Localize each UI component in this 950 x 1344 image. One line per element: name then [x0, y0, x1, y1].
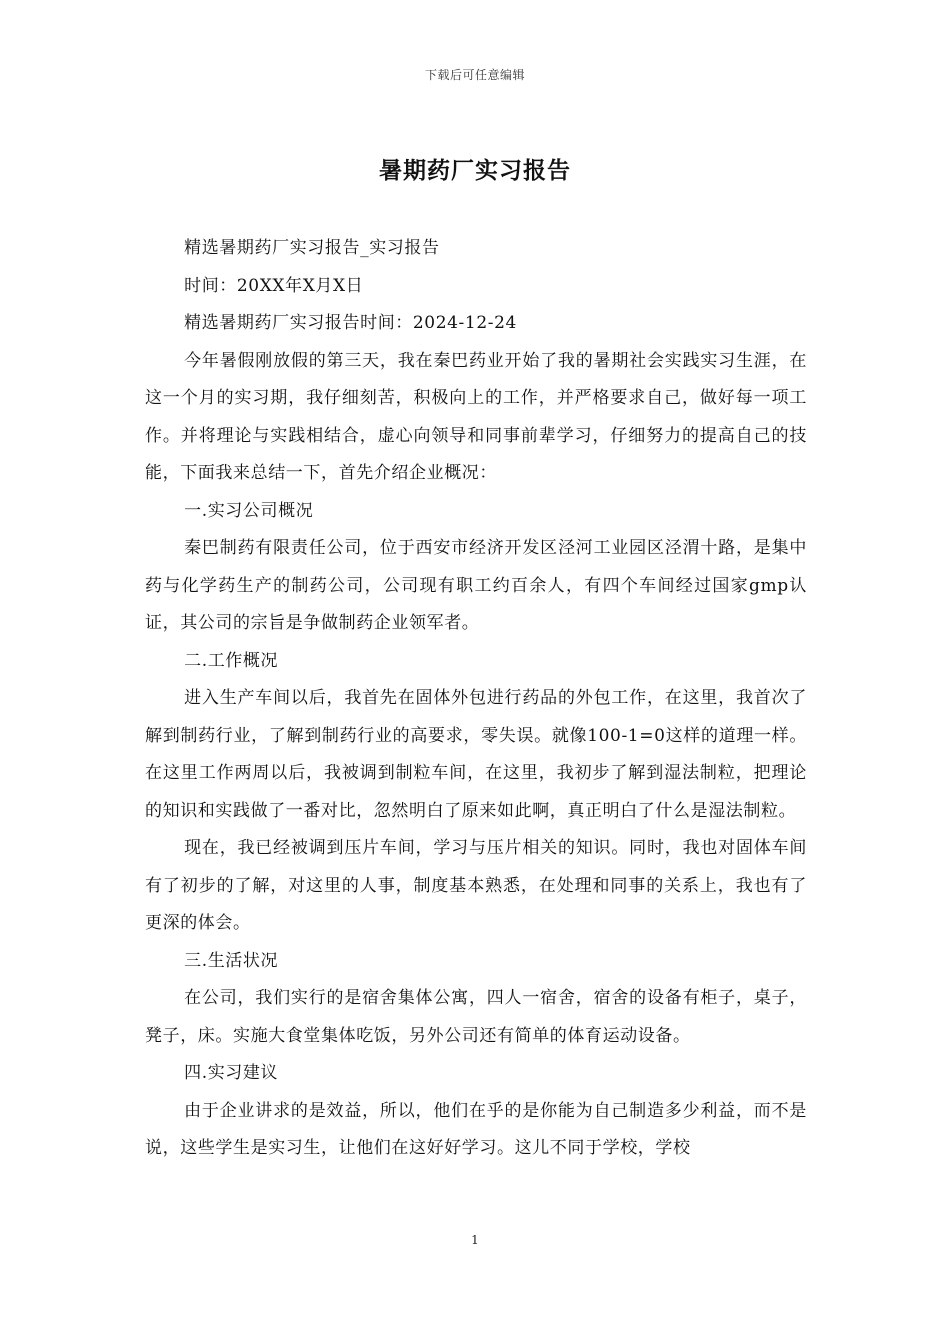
document-title: 暑期药厂实习报告: [379, 157, 571, 184]
document-body: [145, 230, 807, 1168]
paragraph-life: 在公司，我们实行的是宿舍集体公寓，四人一宿舍，宿舍的设备有柜子，桌子，凳子，床。实施大食堂集体吃饭，另外公司还有简单的体育运动设备。: [145, 988, 807, 1046]
paragraph-work-2: 现在，我已经被调到压片车间，学习与压片相关的知识。同时，我也对固体车间有了初步的了解，对这里的人事，制度基本熟悉，在处理和同事的关系上，我也有了更深的体会。: [145, 838, 807, 933]
section-heading-suggestion: 四.实习建议: [184, 1063, 279, 1083]
section-heading-company: 一.实习公司概况: [184, 500, 314, 521]
paragraph-company: 秦巴制药有限责任公司，位于西安市经济开发区泾河工业园区泾渭十路，是集中药与化学药生产的制药公司，公司现有职工约百余人，有四个车间经过国家gmp认证，其公司的宗旨是争做制药企业领军者。: [145, 538, 807, 633]
paragraph-suggestion: 由于企业讲求的是效益，所以，他们在乎的是你能为自己制造多少利益，而不是说，这些学生是实习生，让他们在这好好学习。这儿不同于学校，学校: [145, 1100, 807, 1158]
paragraph-subtitle: 精选暑期药厂实习报告_实习报告: [184, 238, 440, 258]
page-number: 1: [471, 1233, 479, 1247]
section-heading-work: 二.工作概况: [184, 650, 279, 671]
section-heading-life: 三.生活状况: [184, 950, 279, 971]
paragraph-work-1: 进入生产车间以后，我首先在固体外包进行药品的外包工作，在这里，我首次了解到制药行业，了解到制药行业的高要求，零失误。就像100-1=0这样的道理一样。在这里工作两周以后，我被调到制粒车间，在这里，我初步了解到湿法制粒，把理论的知识和实践做了一番对比，忽然明白了原来如此啊，真正明白了什么是湿法制粒。: [145, 688, 807, 821]
header-note: 下载后可任意编辑: [424, 68, 525, 82]
paragraph-time: 时间：20XX年X月X日: [184, 275, 364, 296]
paragraph-date: 精选暑期药厂实习报告时间：2024-12-24: [184, 313, 517, 333]
paragraph-intro: 今年暑假刚放假的第三天，我在秦巴药业开始了我的暑期社会实践实习生涯，在这一个月的实习期，我仔细刻苦，积极向上的工作，并严格要求自己，做好每一项工作。并将理论与实践相结合，虚心向领导和同事前辈学习，仔细努力的提高自己的技能，下面我来总结一下，首先介绍企业概况：: [145, 350, 807, 483]
